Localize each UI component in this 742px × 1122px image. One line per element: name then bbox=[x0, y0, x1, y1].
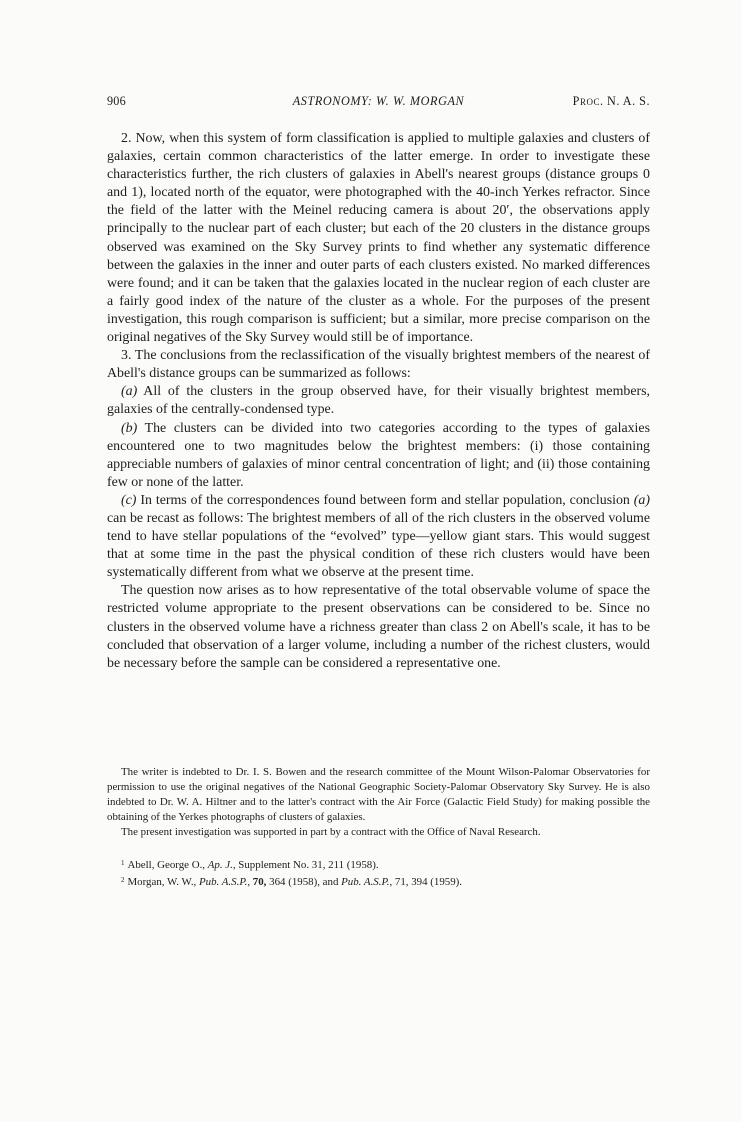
footnote-2-journal-2: Pub. A.S.P. bbox=[341, 876, 390, 889]
paragraph-section-2: 2. Now, when this system of form classification is applied to multiple galaxies and clusters of galaxies, certain common characteristics of the latter emerge. In order to investigate these characteristics further, the rich clusters of galaxies in Abell's nearest groups (distance groups 0 and 1), located north of the equator, were photographed with the 40-inch Yerkes refractor. Since the field of the latter with the Meinel reducing camera is about 20′, the observations apply principally to the nuclear part of each cluster; but each of the 20 clusters in the distance groups observed was examined on the Sky Survey prints to find whether any systematic difference between the galaxies in the inner and outer parts of each clusters existed. No marked differences were found; and it can be taken that the galaxies located in the nuclear region of each cluster are a fairly good index of the nature of the cluster as a whole. For the purposes of the present investigation, this rough comparison is sufficient; but a similar, more precise comparison on the original negatives of the Sky Survey would still be of importance. bbox=[107, 131, 650, 346]
footnote-2-sep: , bbox=[247, 876, 253, 889]
footnote-2 bbox=[107, 873, 650, 890]
label-b: (b) bbox=[121, 420, 138, 436]
running-header bbox=[107, 94, 650, 112]
conclusion-c-ref: (a) bbox=[633, 492, 650, 508]
acknowledgment-2: The present investigation was supported in part by a contract with the Office of Naval Research. bbox=[121, 826, 541, 839]
paragraph-conclusion-c bbox=[107, 492, 650, 582]
footnote-2-author: Morgan, W. W., bbox=[127, 876, 200, 889]
footnote-2-number: 2 bbox=[121, 876, 125, 885]
footnotes bbox=[107, 856, 650, 890]
paragraph-representativeness: The question now arises as to how representative of the total observable volume of space the restricted volume appropriate to the present observations can be considered to be. Since no clusters in the observed volume have a richness greater than class 2 on Abell's scale, it has to be concluded that observation of a larger volume, including a number of the richest clusters, would be necessary before the sample can be considered a representative one. bbox=[107, 583, 650, 671]
label-c: (c) bbox=[121, 492, 137, 508]
acknowledgment-1: The writer is indebted to Dr. I. S. Bowen and the research committee of the Mount Wilson-Palomar Observatories for permission to use the original negatives of the National Geographic Society-Palomar Observatory Sky Survey. He is also indebted to Dr. W. A. Hiltner and to the latter's contract with the Air Force (Galactic Field Study) for making possible the obtaining of the Yerkes photographs of clusters of galaxies. bbox=[107, 766, 650, 824]
paragraph-section-3: 3. The conclusions from the reclassification of the visually brightest members of the nearest of Abell's distance groups can be summarized as follows: bbox=[107, 348, 650, 382]
paragraph-conclusion-b bbox=[107, 420, 650, 492]
footnote-2-volume: 70, bbox=[252, 876, 267, 889]
footnote-2-details-1: 364 (1958), and bbox=[266, 876, 342, 889]
page-number: 906 bbox=[107, 94, 126, 108]
footnote-1-number: 1 bbox=[121, 859, 125, 867]
conclusion-a-text: All of the clusters in the group observed have, for their visually brightest members, galaxies of the centrally-condensed type. bbox=[107, 384, 650, 418]
conclusion-c-text-1: In terms of the correspondences found between form and stellar population, conclusion bbox=[136, 492, 634, 508]
footnote-1-journal: Ap. J. bbox=[207, 859, 233, 871]
label-a: (a) bbox=[121, 384, 138, 400]
conclusion-b-text: The clusters can be divided into two categories according to the types of galaxies encountered one to two magnitudes below the brightest members: (i) those containing appreciable numbers of galaxies of minor central concentration of light; and (ii) those containing few or none of the latter. bbox=[107, 420, 650, 490]
footnote-1-author: Abell, George O., bbox=[127, 859, 208, 871]
running-title: ASTRONOMY: W. W. MORGAN bbox=[292, 94, 465, 108]
body-text bbox=[107, 130, 650, 673]
paragraph-conclusion-a bbox=[107, 383, 650, 419]
conclusion-c-text-2: can be recast as follows: The brightest members of all of the rich clusters in the observed volume tend to have stellar populations of the “evolved” type—yellow giant stars. This would suggest that at some time in the past the physical condition of these rich clusters would have been systematically different from what we observe at the present time. bbox=[107, 510, 650, 581]
footnote-2-details-2: , 71, 394 (1959). bbox=[389, 876, 463, 889]
journal-name: Proc. N. A. S. bbox=[572, 94, 650, 108]
footnote-2-journal-1: Pub. A.S.P. bbox=[199, 876, 248, 889]
footnote-1 bbox=[107, 856, 650, 873]
acknowledgments bbox=[107, 765, 650, 840]
footnote-1-details: , Supplement No. 31, 211 (1958). bbox=[232, 859, 379, 871]
